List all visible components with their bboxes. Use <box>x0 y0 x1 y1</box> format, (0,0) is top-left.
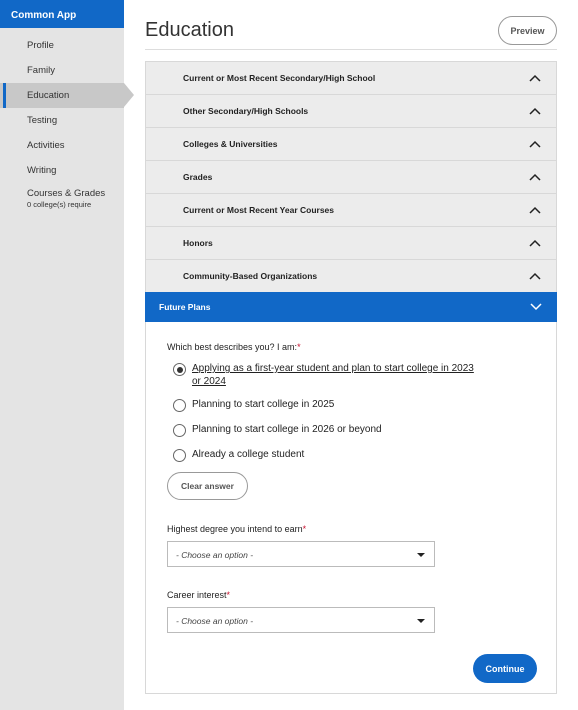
caret-down-icon <box>417 619 425 623</box>
radio-first-year[interactable] <box>173 362 482 388</box>
page-title: Education <box>145 19 234 41</box>
sidebar <box>0 0 124 710</box>
sidebar-item-testing[interactable] <box>0 108 124 133</box>
section-label: Current or Most Recent Secondary/High School <box>183 73 376 83</box>
section-label: Grades <box>183 172 213 182</box>
section-label: Community-Based Organizations <box>183 271 318 281</box>
section-grades[interactable] <box>145 160 557 193</box>
section-colleges[interactable] <box>145 127 557 160</box>
required-mark: * <box>226 590 231 600</box>
sidebar-item-label: Courses & Grades <box>27 188 106 199</box>
sidebar-item-profile[interactable] <box>0 33 124 58</box>
continue-button[interactable]: Continue <box>473 654 537 683</box>
section-label: Colleges & Universities <box>183 139 278 149</box>
chevron-up-icon <box>529 205 541 215</box>
radio-button[interactable] <box>173 424 186 437</box>
sidebar-item-label: Family <box>27 65 55 76</box>
radio-button[interactable] <box>173 449 186 462</box>
future-plans-panel <box>145 322 557 694</box>
question-label: Which best describes you? I am:* <box>167 342 301 352</box>
required-mark: * <box>297 342 301 352</box>
chevron-up-icon <box>529 106 541 116</box>
header-divider <box>145 49 557 50</box>
degree-select[interactable] <box>167 541 435 567</box>
career-label: Career interest* <box>167 590 231 600</box>
clear-answer-button[interactable]: Clear answer <box>167 472 248 500</box>
section-future-plans[interactable] <box>145 292 557 322</box>
caret-down-icon <box>417 553 425 557</box>
sidebar-item-family[interactable] <box>0 58 124 83</box>
section-label: Other Secondary/High Schools <box>183 106 309 116</box>
section-other-schools[interactable] <box>145 94 557 127</box>
sidebar-item-courses-grades[interactable] <box>0 183 124 217</box>
radio-button[interactable] <box>173 399 186 412</box>
section-current-courses[interactable] <box>145 193 557 226</box>
radio-already-student[interactable] <box>173 448 304 462</box>
section-label: Future Plans <box>159 302 211 312</box>
section-label: Honors <box>183 238 213 248</box>
chevron-down-icon <box>530 301 542 311</box>
chevron-up-icon <box>529 139 541 149</box>
sidebar-item-label: Activities <box>27 140 65 151</box>
sidebar-item-activities[interactable] <box>0 133 124 158</box>
career-select[interactable] <box>167 607 435 633</box>
radio-start-2025[interactable] <box>173 398 334 412</box>
radio-label: Applying as a first-year student and plan to start college in 2023 or 2024 <box>192 363 474 387</box>
chevron-up-icon <box>529 172 541 182</box>
sidebar-item-label: Education <box>27 90 70 101</box>
radio-button[interactable] <box>173 363 186 376</box>
sidebar-item-label: Testing <box>27 115 58 126</box>
radio-start-2026[interactable] <box>173 423 382 437</box>
sidebar-item-education[interactable] <box>0 83 124 108</box>
chevron-up-icon <box>529 271 541 281</box>
radio-label: Already a college student <box>192 449 305 460</box>
degree-label: Highest degree you intend to earn* <box>167 524 307 534</box>
section-community-orgs[interactable] <box>145 259 557 292</box>
education-accordion <box>145 61 557 322</box>
radio-label: Planning to start college in 2025 <box>192 399 335 410</box>
brand-logo[interactable]: Common App <box>0 0 124 28</box>
section-label: Current or Most Recent Year Courses <box>183 205 334 215</box>
required-mark: * <box>302 524 307 534</box>
preview-button[interactable]: Preview <box>498 16 557 45</box>
sidebar-item-sublabel: 0 college(s) require <box>27 200 92 209</box>
radio-label: Planning to start college in 2026 or beyond <box>192 424 382 435</box>
section-honors[interactable] <box>145 226 557 259</box>
sidebar-item-label: Profile <box>27 40 54 51</box>
section-secondary-school[interactable] <box>145 61 557 94</box>
select-value: - Choose an option - <box>176 616 254 626</box>
chevron-up-icon <box>529 73 541 83</box>
select-value: - Choose an option - <box>176 550 254 560</box>
sidebar-item-writing[interactable] <box>0 158 124 183</box>
sidebar-nav <box>0 33 124 217</box>
chevron-up-icon <box>529 238 541 248</box>
sidebar-item-label: Writing <box>27 165 57 176</box>
